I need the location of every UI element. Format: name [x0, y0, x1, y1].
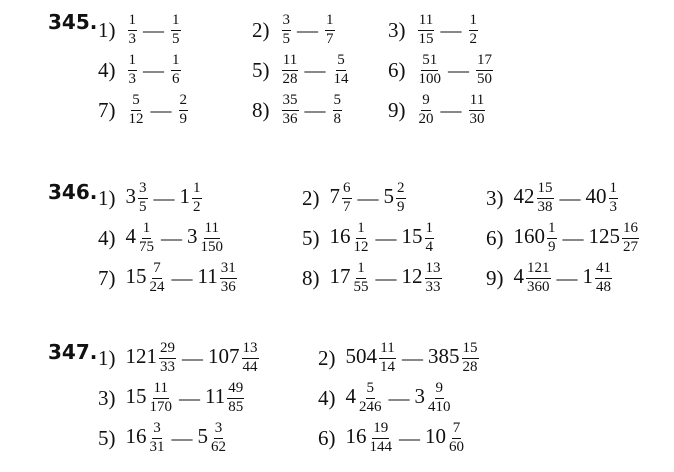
fraction — [342, 181, 352, 215]
exercise-item — [302, 178, 407, 218]
problem-number: 347. — [48, 340, 98, 364]
whole-part: 12 — [401, 263, 423, 288]
minus-sign: — — [304, 57, 326, 82]
denominator: 360 — [527, 278, 550, 295]
numerator: 31 — [220, 261, 237, 278]
minus-sign: — — [375, 265, 397, 290]
denominator: 3 — [128, 70, 136, 87]
numerator: 2 — [396, 181, 406, 198]
item-label: 2) — [252, 17, 270, 42]
item-label: 2) — [302, 185, 320, 210]
item-label: 4) — [98, 57, 116, 82]
denominator: 15 — [418, 30, 434, 47]
minus-sign: — — [357, 185, 379, 210]
exercise-item — [98, 50, 182, 90]
item-label: 3) — [486, 185, 504, 210]
numerator: 11 — [204, 221, 220, 238]
numerator: 11 — [418, 13, 434, 30]
operand-minuend — [126, 93, 146, 127]
fraction — [333, 93, 343, 127]
fraction — [469, 13, 479, 47]
numerator: 15 — [537, 181, 554, 198]
operand-minuend — [330, 261, 371, 295]
fraction — [282, 13, 292, 47]
fraction — [418, 13, 435, 47]
operand-subtrahend — [415, 381, 453, 415]
operand-minuend — [416, 93, 436, 127]
fraction — [200, 221, 225, 255]
exercise-item — [486, 218, 640, 258]
whole-part: 17 — [329, 263, 351, 288]
minus-sign: — — [562, 225, 584, 250]
fraction — [138, 181, 148, 215]
denominator: 12 — [128, 110, 144, 127]
exercise-item — [302, 258, 443, 298]
denominator: 5 — [139, 198, 147, 215]
numerator: 3 — [214, 421, 224, 438]
denominator: 28 — [462, 358, 478, 375]
denominator: 14 — [333, 70, 349, 87]
numerator: 1 — [325, 13, 335, 30]
operand-minuend — [126, 181, 149, 215]
numerator: 16 — [622, 221, 639, 238]
minus-sign: — — [448, 57, 469, 82]
denominator: 100 — [418, 70, 441, 87]
operand-subtrahend — [169, 53, 182, 87]
denominator: 55 — [353, 278, 369, 295]
whole-part: 385 — [428, 343, 460, 368]
operand-minuend — [330, 181, 353, 215]
fraction — [547, 221, 557, 255]
minus-sign: — — [150, 97, 172, 122]
exercise-item — [98, 338, 260, 378]
fraction — [425, 221, 435, 255]
numerator: 1 — [171, 13, 181, 30]
fraction — [537, 181, 554, 215]
denominator: 14 — [380, 358, 395, 375]
minus-sign: — — [559, 185, 581, 210]
fraction — [425, 261, 442, 295]
operand-minuend — [126, 261, 167, 295]
numerator: 5 — [131, 93, 141, 110]
minus-sign: — — [143, 57, 164, 82]
fraction — [476, 53, 493, 87]
fraction — [418, 53, 443, 87]
fraction — [353, 261, 370, 295]
operand-subtrahend — [589, 221, 641, 255]
fraction — [159, 341, 176, 375]
exercise-item — [98, 10, 182, 50]
whole-part: 3 — [414, 383, 425, 408]
item-label: 3) — [388, 17, 406, 42]
denominator: 33 — [425, 278, 441, 295]
denominator: 2 — [193, 198, 201, 215]
fraction — [369, 421, 394, 455]
denominator: 12 — [353, 238, 369, 255]
item-label: 5) — [252, 57, 270, 82]
whole-part: 125 — [588, 223, 620, 248]
numerator: 5 — [333, 93, 343, 110]
denominator: 6 — [172, 70, 180, 87]
denominator: 24 — [149, 278, 165, 295]
fraction — [448, 421, 465, 455]
numerator: 121 — [526, 261, 551, 278]
exercise-item — [98, 418, 228, 458]
numerator: 17 — [476, 53, 493, 70]
whole-part: 4 — [513, 263, 524, 288]
whole-part: 1 — [582, 263, 593, 288]
denominator: 50 — [477, 70, 492, 87]
item-label: 3) — [98, 385, 116, 410]
operand-subtrahend — [384, 181, 407, 215]
exercise-item — [388, 50, 494, 90]
operand-subtrahend — [402, 221, 436, 255]
operand-subtrahend — [331, 93, 344, 127]
whole-part: 15 — [125, 383, 147, 408]
fraction — [469, 93, 486, 127]
denominator: 9 — [397, 198, 405, 215]
item-label: 8) — [252, 97, 270, 122]
whole-part: 3 — [125, 183, 136, 208]
operand-minuend — [126, 53, 139, 87]
whole-part: 10 — [425, 423, 446, 448]
numerator: 7 — [452, 421, 462, 438]
operand-subtrahend — [586, 181, 620, 215]
fraction — [128, 53, 138, 87]
fraction — [379, 341, 396, 375]
minus-sign: — — [375, 225, 397, 250]
operand-subtrahend — [187, 221, 225, 255]
whole-part: 1 — [179, 183, 190, 208]
item-label: 8) — [302, 265, 320, 290]
minus-sign: — — [171, 265, 193, 290]
operand-minuend — [280, 53, 300, 87]
exercise-item — [98, 218, 225, 258]
operand-subtrahend — [467, 13, 480, 47]
denominator: 36 — [282, 110, 298, 127]
operand-subtrahend — [474, 53, 494, 87]
problem-number: 345. — [48, 10, 98, 34]
fraction — [149, 261, 166, 295]
exercise-item — [252, 50, 351, 90]
operand-minuend — [346, 421, 395, 455]
denominator: 27 — [623, 238, 638, 255]
numerator: 1 — [356, 221, 366, 238]
numerator: 5 — [366, 381, 376, 398]
fraction — [149, 421, 166, 455]
numerator: 11 — [282, 53, 298, 70]
numerator: 41 — [595, 261, 612, 278]
denominator: 246 — [359, 398, 382, 415]
denominator: 2 — [469, 30, 477, 47]
item-label: 5) — [302, 225, 320, 250]
operand-minuend — [280, 93, 300, 127]
fraction — [609, 181, 619, 215]
numerator: 9 — [435, 381, 445, 398]
fraction — [353, 221, 370, 255]
fraction — [128, 93, 145, 127]
operand-subtrahend — [198, 421, 229, 455]
whole-part: 504 — [345, 343, 377, 368]
operand-minuend — [280, 13, 293, 47]
numerator: 35 — [282, 93, 299, 110]
fraction — [138, 221, 155, 255]
operand-minuend — [514, 221, 558, 255]
whole-part: 121 — [125, 343, 157, 368]
operand-minuend — [416, 53, 444, 87]
fraction — [396, 181, 406, 215]
exercise-item — [486, 258, 613, 298]
problem-number: 346. — [48, 180, 98, 204]
fraction — [171, 53, 181, 87]
denominator: 36 — [220, 278, 236, 295]
denominator: 170 — [149, 398, 172, 415]
operand-minuend — [514, 261, 552, 295]
fraction — [282, 93, 299, 127]
denominator: 7 — [326, 30, 334, 47]
numerator: 1 — [547, 221, 557, 238]
fraction — [192, 181, 202, 215]
numerator: 13 — [242, 341, 259, 358]
fraction — [210, 421, 227, 455]
whole-part: 7 — [329, 183, 340, 208]
operand-subtrahend — [208, 341, 260, 375]
exercise-item — [318, 338, 480, 378]
fraction — [358, 381, 383, 415]
operand-minuend — [346, 341, 398, 375]
exercise-item — [252, 10, 336, 50]
minus-sign: — — [297, 17, 318, 42]
numerator: 1 — [171, 53, 181, 70]
denominator: 144 — [369, 438, 392, 455]
denominator: 7 — [343, 198, 351, 215]
item-label: 1) — [98, 185, 116, 210]
fraction — [171, 13, 181, 47]
minus-sign: — — [171, 425, 193, 450]
numerator: 1 — [469, 13, 479, 30]
denominator: 410 — [428, 398, 451, 415]
whole-part: 40 — [585, 183, 607, 208]
numerator: 11 — [469, 93, 485, 110]
numerator: 19 — [372, 421, 389, 438]
minus-sign: — — [440, 97, 462, 122]
fraction — [325, 13, 335, 47]
operand-minuend — [126, 13, 139, 47]
exercise-item — [302, 218, 435, 258]
whole-part: 5 — [383, 183, 394, 208]
item-label: 5) — [98, 425, 116, 450]
numerator: 13 — [425, 261, 442, 278]
denominator: 5 — [282, 30, 290, 47]
numerator: 7 — [152, 261, 162, 278]
whole-part: 15 — [125, 263, 147, 288]
numerator: 1 — [609, 181, 619, 198]
item-label: 6) — [318, 425, 336, 450]
denominator: 60 — [449, 438, 464, 455]
whole-part: 11 — [197, 263, 218, 288]
numerator: 15 — [462, 341, 479, 358]
operand-minuend — [416, 13, 436, 47]
numerator: 1 — [128, 53, 138, 70]
numerator: 1 — [425, 221, 435, 238]
operand-subtrahend — [180, 181, 203, 215]
fraction — [622, 221, 639, 255]
exercise-item — [98, 378, 245, 418]
operand-minuend — [514, 181, 555, 215]
item-label: 4) — [318, 385, 336, 410]
operand-minuend — [346, 381, 384, 415]
minus-sign: — — [556, 265, 578, 290]
operand-subtrahend — [169, 13, 182, 47]
numerator: 2 — [179, 93, 189, 110]
exercise-item — [98, 90, 189, 130]
minus-sign: — — [143, 17, 164, 42]
denominator: 20 — [418, 110, 434, 127]
exercise-item — [98, 258, 238, 298]
minus-sign: — — [402, 345, 423, 370]
denominator: 75 — [139, 238, 154, 255]
whole-part: 16 — [125, 423, 147, 448]
minus-sign: — — [153, 185, 175, 210]
item-label: 7) — [98, 97, 116, 122]
exercise-item — [318, 378, 453, 418]
operand-subtrahend — [425, 421, 466, 455]
operand-subtrahend — [428, 341, 480, 375]
fraction — [595, 261, 612, 295]
denominator: 4 — [425, 238, 433, 255]
denominator: 38 — [537, 198, 553, 215]
operand-subtrahend — [177, 93, 190, 127]
fraction — [149, 381, 174, 415]
operand-subtrahend — [198, 261, 238, 295]
numerator: 11 — [379, 341, 395, 358]
whole-part: 160 — [513, 223, 545, 248]
denominator: 85 — [228, 398, 244, 415]
exercise-item — [98, 178, 203, 218]
operand-subtrahend — [402, 261, 443, 295]
denominator: 3 — [609, 198, 617, 215]
numerator: 1 — [356, 261, 366, 278]
numerator: 3 — [282, 13, 292, 30]
exercise-item — [388, 90, 487, 130]
minus-sign: — — [399, 425, 420, 450]
whole-part: 15 — [401, 223, 423, 248]
denominator: 30 — [469, 110, 485, 127]
fraction — [227, 381, 244, 415]
item-label: 9) — [486, 265, 504, 290]
minus-sign: — — [179, 385, 200, 410]
denominator: 3 — [128, 30, 136, 47]
denominator: 9 — [548, 238, 556, 255]
numerator: 1 — [128, 13, 138, 30]
operand-minuend — [330, 221, 371, 255]
operand-minuend — [126, 221, 157, 255]
item-label: 7) — [98, 265, 116, 290]
operand-minuend — [126, 421, 167, 455]
whole-part: 42 — [513, 183, 535, 208]
fraction — [128, 13, 138, 47]
item-label: 9) — [388, 97, 406, 122]
item-label: 2) — [318, 345, 336, 370]
exercise-item — [318, 418, 466, 458]
whole-part: 107 — [208, 343, 240, 368]
denominator: 62 — [211, 438, 226, 455]
numerator: 5 — [336, 53, 346, 70]
fraction — [282, 53, 299, 87]
minus-sign: — — [161, 225, 182, 250]
fraction — [242, 341, 259, 375]
exercise-item — [486, 178, 619, 218]
item-label: 6) — [388, 57, 406, 82]
whole-part: 16 — [345, 423, 367, 448]
fraction — [427, 381, 452, 415]
numerator: 9 — [421, 93, 431, 110]
fraction — [418, 93, 435, 127]
numerator: 11 — [153, 381, 169, 398]
numerator: 3 — [152, 421, 162, 438]
denominator: 8 — [333, 110, 341, 127]
operand-subtrahend — [205, 381, 245, 415]
operand-subtrahend — [331, 53, 351, 87]
operand-minuend — [126, 341, 178, 375]
denominator: 44 — [242, 358, 258, 375]
numerator: 6 — [342, 181, 352, 198]
denominator: 5 — [172, 30, 180, 47]
exercise-item — [388, 10, 479, 50]
item-label: 1) — [98, 17, 116, 42]
whole-part: 4 — [345, 383, 356, 408]
fraction — [526, 261, 551, 295]
fraction — [220, 261, 237, 295]
operand-subtrahend — [323, 13, 336, 47]
minus-sign: — — [182, 345, 203, 370]
operand-minuend — [126, 381, 175, 415]
denominator: 33 — [160, 358, 175, 375]
denominator: 48 — [596, 278, 611, 295]
numerator: 29 — [159, 341, 176, 358]
whole-part: 4 — [125, 223, 136, 248]
operand-subtrahend — [583, 261, 614, 295]
whole-part: 3 — [187, 223, 198, 248]
operand-subtrahend — [467, 93, 487, 127]
numerator: 1 — [192, 181, 202, 198]
denominator: 9 — [179, 110, 187, 127]
minus-sign: — — [440, 17, 462, 42]
numerator: 49 — [227, 381, 244, 398]
item-label: 6) — [486, 225, 504, 250]
denominator: 150 — [200, 238, 223, 255]
fraction — [179, 93, 189, 127]
item-label: 4) — [98, 225, 116, 250]
item-label: 1) — [98, 345, 116, 370]
minus-sign: — — [304, 97, 326, 122]
fraction — [462, 341, 479, 375]
numerator: 1 — [142, 221, 152, 238]
exercise-item — [252, 90, 343, 130]
numerator: 51 — [421, 53, 438, 70]
whole-part: 5 — [197, 423, 208, 448]
numerator: 3 — [138, 181, 148, 198]
denominator: 31 — [149, 438, 165, 455]
fraction — [333, 53, 350, 87]
whole-part: 16 — [329, 223, 351, 248]
minus-sign: — — [388, 385, 410, 410]
whole-part: 11 — [205, 383, 226, 408]
denominator: 28 — [282, 70, 298, 87]
